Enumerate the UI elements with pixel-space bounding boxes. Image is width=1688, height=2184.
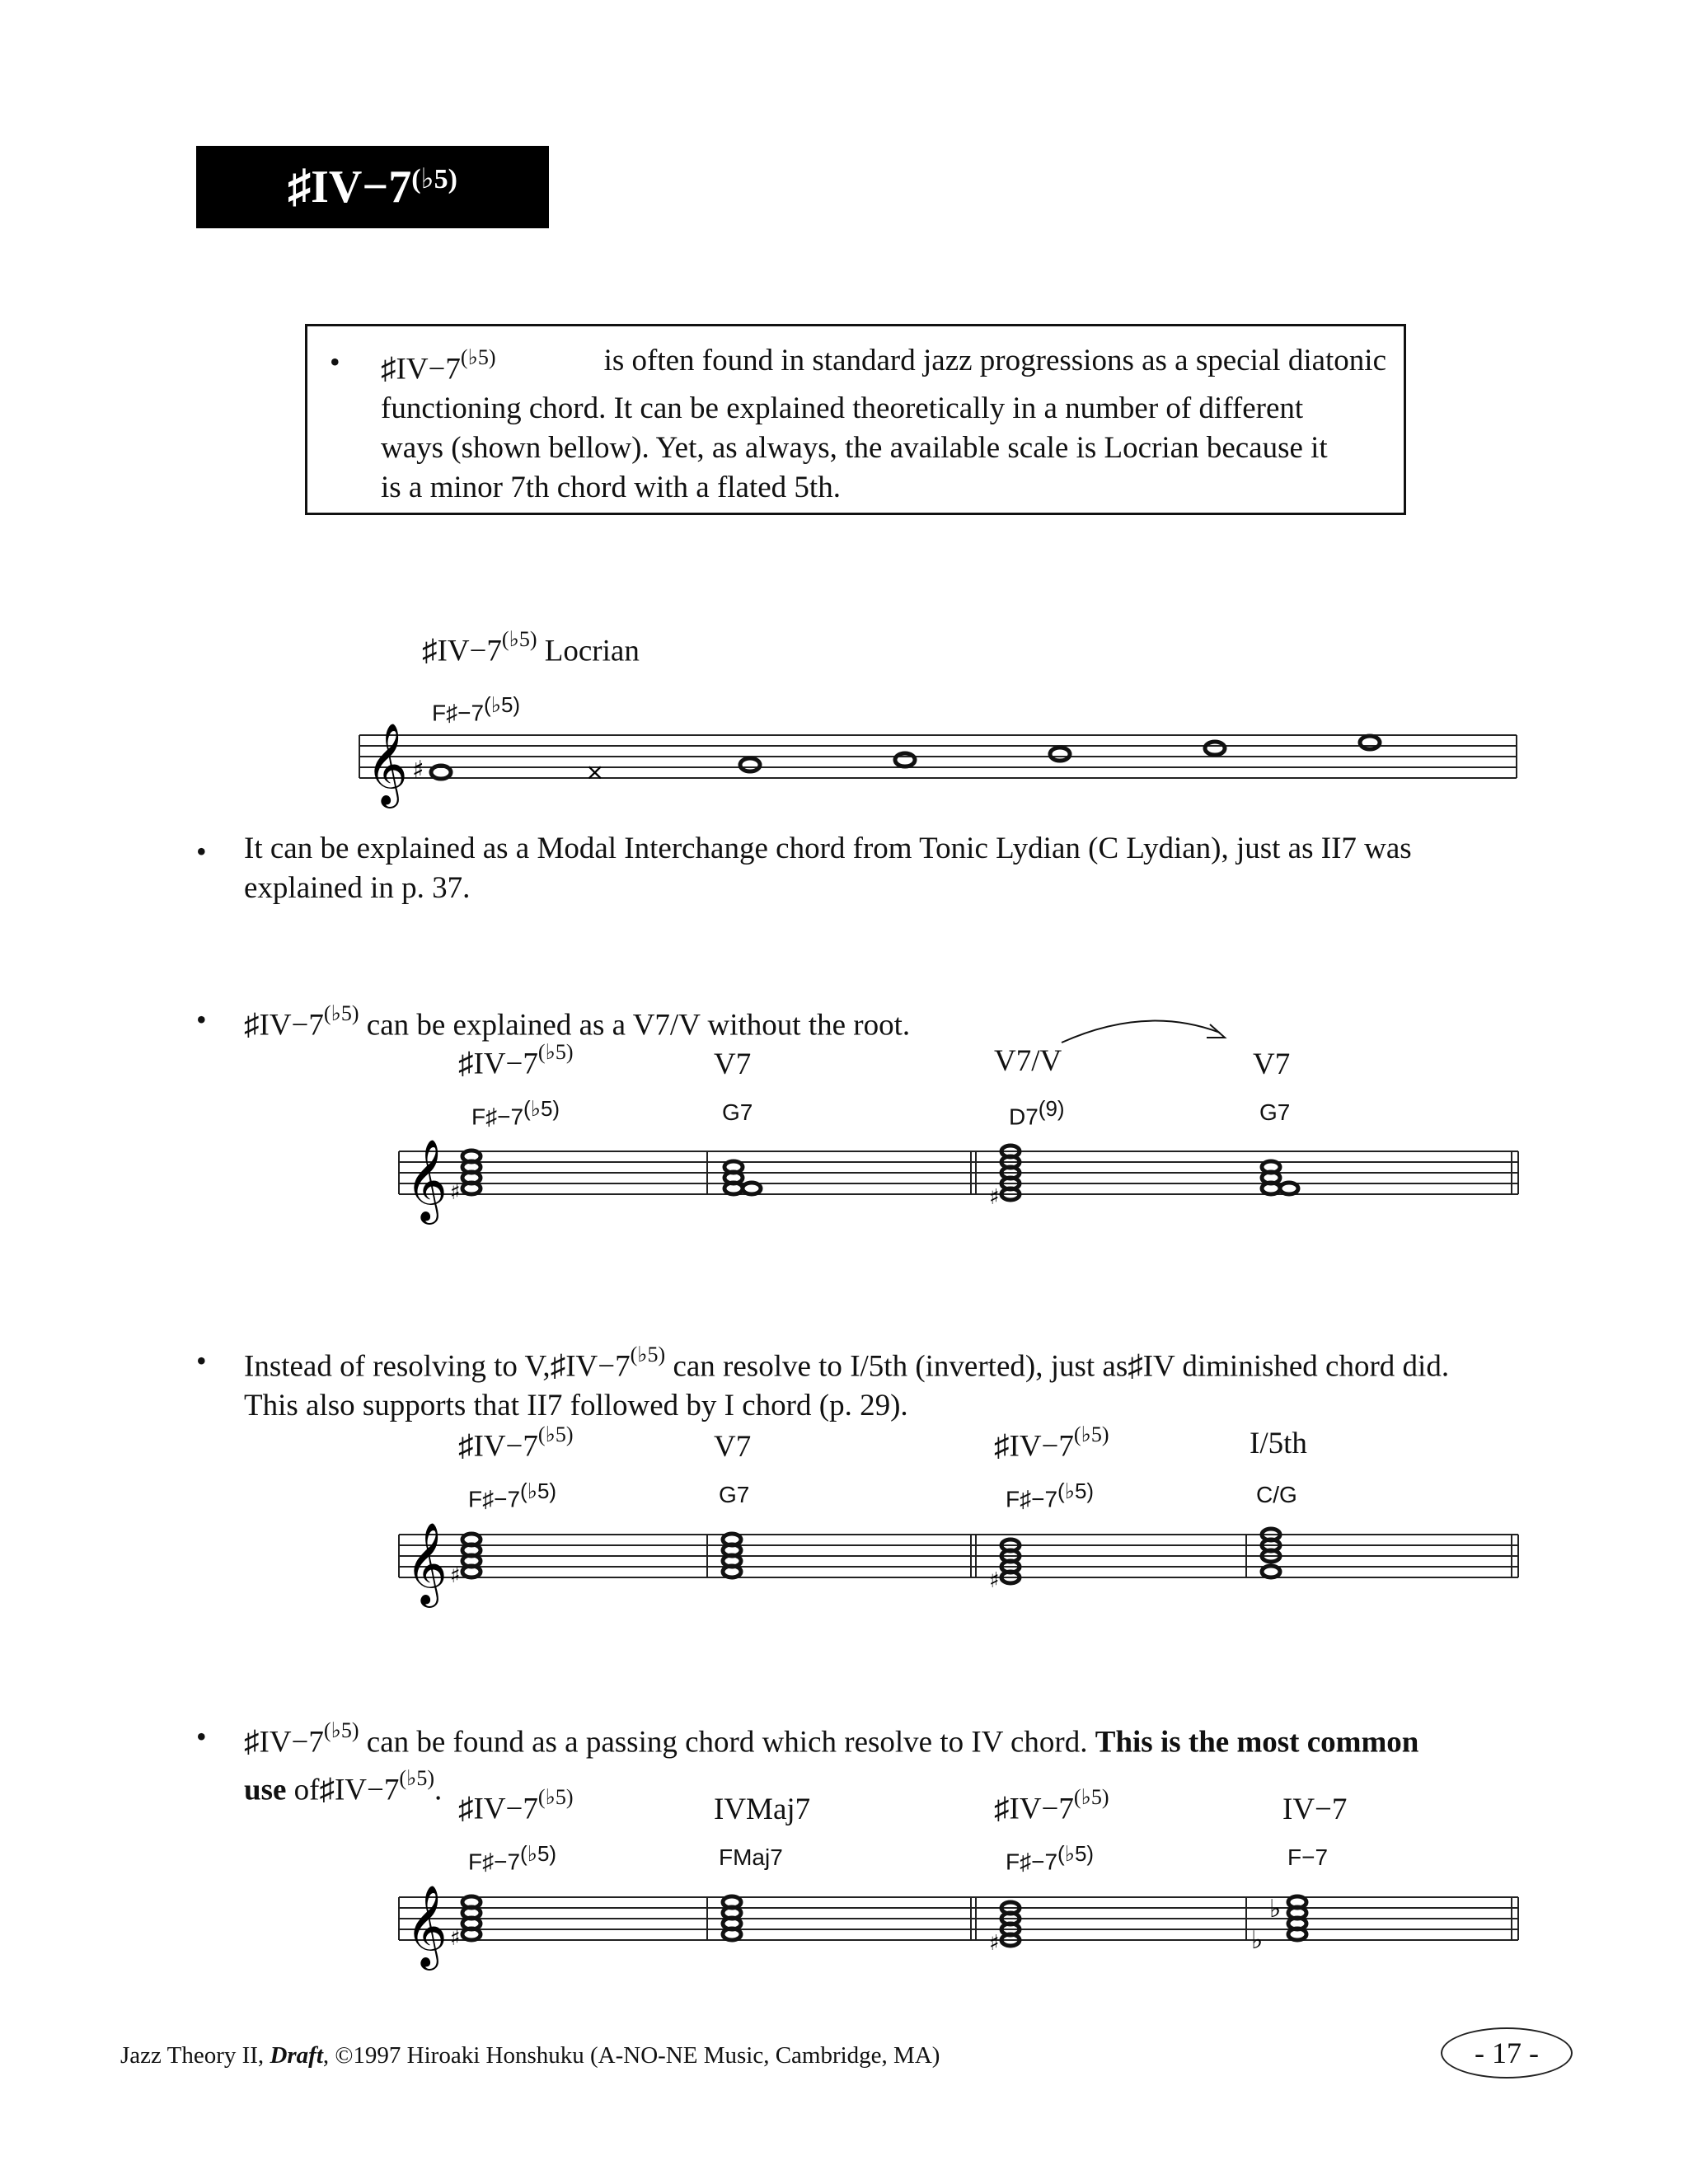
bullet-marker: • [196, 1344, 207, 1377]
chord-roman-2: V7 [714, 1430, 752, 1464]
v7v-staff [394, 1133, 1525, 1232]
locrian-staff [354, 717, 1525, 816]
chord-notes-1 [450, 1151, 481, 1205]
locrian-roman: ♯IV−7 [422, 634, 502, 668]
modal-interchange-paragraph [244, 829, 1513, 908]
title-text: ♯IV−7 [288, 162, 412, 213]
passing-bold-text: This is the most common [1095, 1725, 1419, 1760]
modal-line-2: explained in p. 37. [244, 871, 471, 905]
bullet-marker: • [196, 1720, 207, 1753]
bullet-marker: • [196, 835, 207, 868]
footer-copyright: , ©1997 Hiroaki Honshuku (A-NO-NE Music, Cambridge, MA) [322, 2042, 940, 2069]
intro-paragraph [381, 341, 1386, 508]
chord-roman-4: I/5th [1250, 1427, 1307, 1460]
chord-roman-2: IVMaj7 [714, 1793, 811, 1826]
sharp-icon: ♯ [989, 1185, 1000, 1210]
treble-clef-icon: 𝄞 [406, 1139, 448, 1221]
chord-notes-2 [724, 1161, 761, 1194]
passing-bold-use: use [244, 1773, 287, 1807]
chord-roman-3: $♯IV-7^{(♭5)}$ [994, 1422, 1109, 1464]
chord-roman-2: V7 [714, 1047, 752, 1081]
chord-notes-2 [723, 1534, 741, 1577]
inverted-text-a: Instead of resolving to V, [244, 1349, 551, 1384]
v7v-paragraph [244, 997, 910, 1045]
chord-symbol-3: D7$^{(9)}$ [1009, 1096, 1065, 1130]
chord-notes-4 [1262, 1529, 1280, 1577]
sharp-icon: ♯ [450, 1926, 461, 1951]
inverted-text-c: (inverted), just as [915, 1349, 1128, 1384]
bullet-marker: • [196, 1003, 207, 1036]
chord-notes-1 [450, 1534, 481, 1588]
locrian-symbol: F♯−7 [432, 700, 485, 726]
intro-chord-sup: (♭5) [460, 345, 496, 369]
whole-note-icon [895, 753, 915, 766]
intro-line-4: is a minor 7th chord with a flated 5th. [381, 471, 841, 505]
chord-roman-1: $♯IV-7^{(♭5)}$ [458, 1785, 574, 1826]
passing-chord: ♯IV−7 [319, 1773, 400, 1807]
locrian-roman-sup: (♭5) [501, 627, 537, 651]
flat-icon: ♭ [1251, 1926, 1264, 1955]
intro-line-1: is often found in standard jazz progressions as a special diatonic [603, 344, 1386, 377]
page-number [1441, 2027, 1573, 2079]
intro-line-3: ways (shown bellow). Yet, as always, the available scale is Locrian because it [381, 431, 1328, 466]
chord-symbol-3: $F♯-7^{(♭5)}$ [1006, 1841, 1095, 1875]
sharp-icon: ♯ [450, 1180, 461, 1205]
passing-mid-text: can be found as a passing chord which resolve to IV chord. [366, 1725, 1088, 1760]
title-superscript: (♭5) [411, 164, 457, 194]
inverted-slash-chord: I/5th [850, 1349, 908, 1384]
locrian-heading [422, 627, 640, 668]
chord-symbol-1: $F♯-7^{(♭5)}$ [468, 1841, 557, 1875]
chord-roman-3: $♯IV-7^{(♭5)}$ [994, 1785, 1109, 1826]
intro-bullet: • [330, 345, 340, 378]
sharp-icon: ♯ [450, 1563, 461, 1588]
chord-roman-3: V7/V [994, 1044, 1062, 1078]
v7v-secondary-dominant: V7/V [632, 1008, 701, 1043]
v7v-mid-text: can be explained as a [366, 1008, 626, 1043]
sharp-icon: ♯ [989, 1931, 1000, 1956]
sharp-icon: ♯ [989, 1568, 1000, 1593]
inverted-paragraph: Instead of resolving to $V,♯IV-7^{(♭5)}$ can resolve to I/5th (inverted), just as♯IV diminished chord did. This also supports that II7 followed by I chord (p. 29). [244, 1338, 1449, 1426]
chord-notes-4 [1262, 1161, 1298, 1194]
omitted-note-icon: × [585, 758, 605, 785]
intro-chord: ♯IV−7 [381, 352, 461, 387]
staff-lines [359, 735, 1517, 778]
arrow-icon [1055, 1010, 1253, 1059]
chord-symbol-2: G7 [722, 1099, 753, 1125]
modal-line-1: It can be explained as a Modal Interchange chord from Tonic Lydian (C Lydian), just as II7 was [244, 832, 1412, 865]
v7v-lead-chord: ♯IV−7 [244, 1008, 324, 1043]
inverted-text-d: ♯IV diminished chord did. [1128, 1349, 1450, 1384]
chord-notes-3 [989, 1146, 1020, 1210]
chord-symbol-2: FMaj7 [719, 1844, 783, 1870]
section-title [196, 146, 549, 228]
whole-note-icon [431, 766, 451, 779]
chord-symbol-1: $F♯-7^{(♭5)}$ [468, 1479, 557, 1512]
chord-roman-1: $♯IV-7^{(♭5)}$ [458, 1422, 574, 1464]
inverted-staff [394, 1516, 1525, 1615]
footer-book-title: Jazz Theory II, [120, 2042, 265, 2069]
whole-note-icon [740, 758, 760, 771]
passing-staff [394, 1879, 1525, 1978]
v7v-tail-text: without the root. [707, 1008, 911, 1043]
treble-clef-icon: 𝄞 [366, 723, 408, 805]
chord-symbol-4: F−7 [1287, 1844, 1329, 1870]
chord-roman-4: V7 [1253, 1047, 1291, 1081]
chord-notes-1 [450, 1896, 481, 1951]
sharp-icon: ♯ [412, 756, 424, 785]
inverted-text-b: can resolve to [673, 1349, 842, 1384]
chord-symbol-4: C/G [1256, 1482, 1297, 1507]
chord-roman-4: IV−7 [1282, 1793, 1348, 1826]
whole-note-icon [1205, 742, 1225, 755]
passing-lead-chord: ♯IV−7 [244, 1725, 324, 1760]
chord-symbol-3: $F♯-7^{(♭5)}$ [1006, 1479, 1095, 1512]
chord-symbol-1: $F♯-7^{(♭5)}$ [471, 1096, 560, 1130]
intro-line-2: functioning chord. It can be explained theoretically in a number of different [381, 391, 1304, 426]
treble-clef-icon: 𝄞 [406, 1885, 448, 1967]
treble-clef-icon: 𝄞 [406, 1522, 448, 1605]
chord-symbol-4: G7 [1259, 1099, 1291, 1125]
chord-symbol-2: G7 [719, 1482, 750, 1507]
inverted-lead-chord: ♯IV−7 [550, 1349, 631, 1384]
flat-icon: ♭ [1269, 1895, 1282, 1924]
footer-draft-label: Draft [270, 2042, 323, 2069]
chord-roman-1: $♯IV-7^{(♭5)}$ [458, 1040, 574, 1081]
whole-note-icon [1360, 736, 1380, 749]
passing-paragraph: $♯IV-7^{(♭5)}$ can be found as a passing chord which resolve to IV chord. This is the most common use $of♯IV-7^{(♭5)}$. [244, 1718, 1419, 1807]
chord-notes-4 [1251, 1895, 1306, 1955]
v7v-lead-sup: (♭5) [323, 1001, 359, 1025]
whole-note-icon [1050, 748, 1070, 761]
footer-citation [120, 2042, 940, 2069]
chord-notes-2 [723, 1896, 741, 1940]
inverted-line-2: This also supports that II7 followed by I chord (p. 29). [244, 1389, 908, 1423]
locrian-scale-label: Locrian [544, 634, 640, 668]
locrian-symbol-sup: (♭5) [484, 692, 521, 717]
page-number-text: - 17 - [1475, 2036, 1539, 2069]
